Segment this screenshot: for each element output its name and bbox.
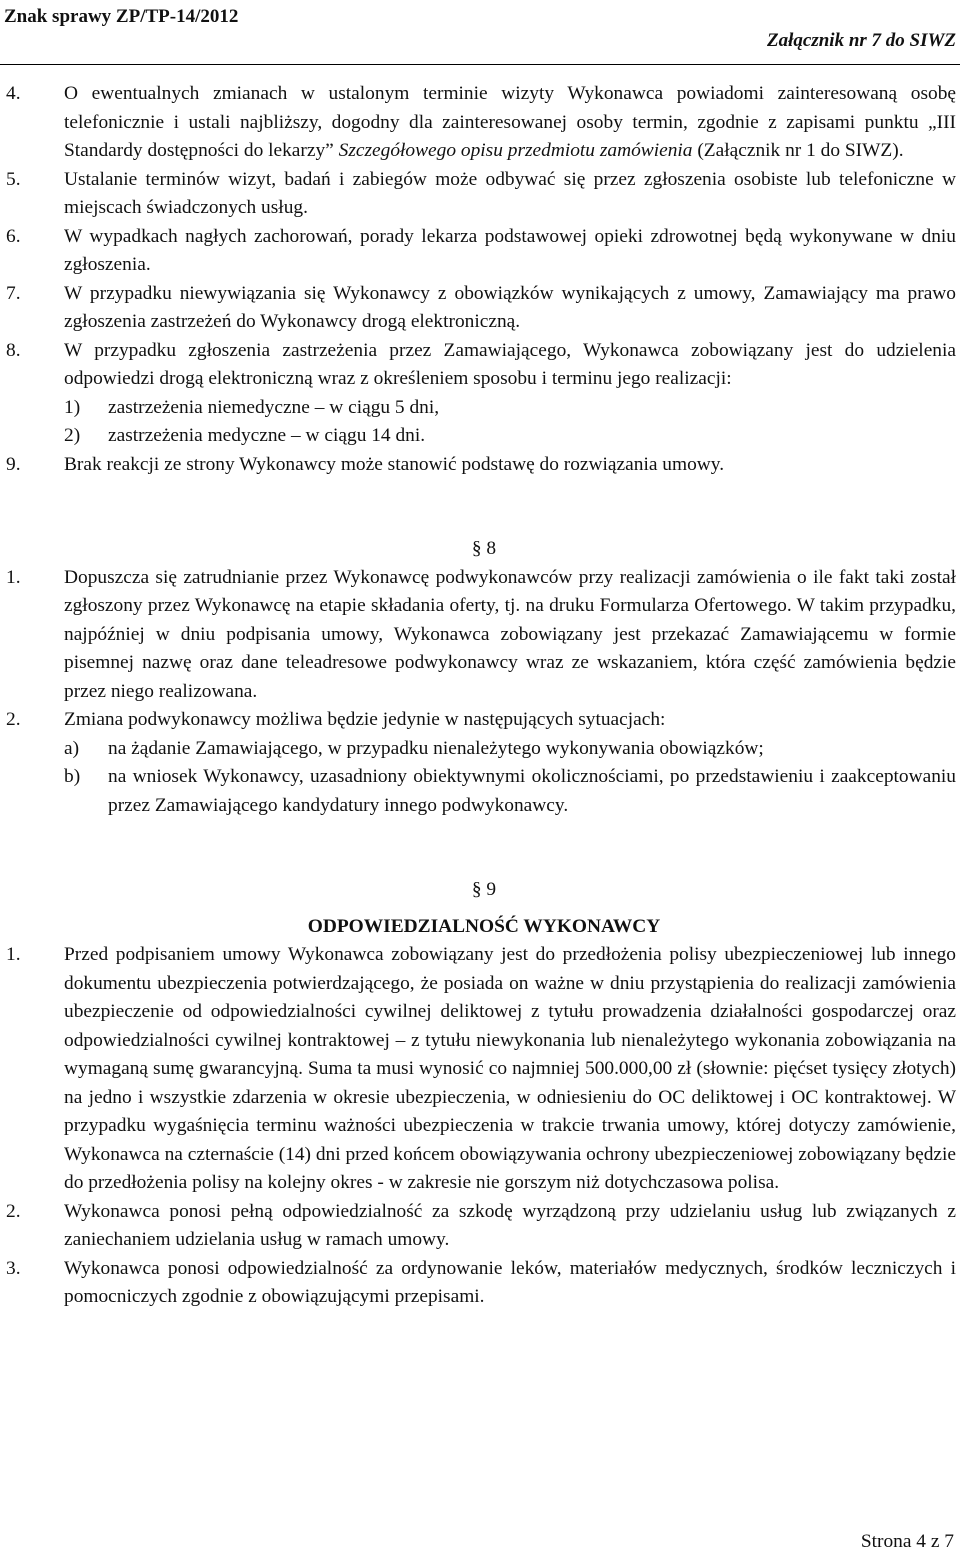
list-item: [6, 1198, 956, 1255]
item-number: 8.: [6, 339, 21, 361]
sub-item: b) na wniosek Wykonawcy, uzasadniony obiektywnymi okolicznościami, po przedstawieniu i zaakceptowaniu przez Zamawiającego kandydatury innego podwykonawcy.: [64, 766, 956, 816]
item-number: 3.: [6, 1257, 21, 1279]
list-item: [6, 223, 956, 280]
attachment-label: Załącznik nr 7 do SIWZ: [767, 30, 956, 51]
item-text: W przypadku zgłoszenia zastrzeżenia przez Zamawiającego, Wykonawca zobowiązany jest do udzielenia odpowiedzi drogą elektroniczną wraz z określeniem sposobu i terminu jego realizacji: 1) zastrzeżenia niemedyczne – w ciągu 5 dni, 2) zastrzeżenia medyczne – w ciągu 14 dni.: [64, 337, 956, 451]
section-8-heading: § 8: [471, 538, 497, 559]
section-9-heading: § 9: [471, 879, 497, 900]
item-number: 7.: [6, 282, 21, 304]
item-text: Zmiana podwykonawcy możliwa będzie jedynie w następujących sytuacjach: a) na żądanie Zamawiającego, w przypadku nienależytego wykonywania obowiązków; b) na wniosek Wykonawcy, uzasadniony obiektywnymi okolicznościami, po przedstawieniu i zaakceptowaniu przez Zamawiającego kandydatury innego podwykonawcy.: [64, 706, 956, 820]
case-number: Znak sprawy ZP/TP-14/2012: [4, 6, 239, 27]
document-body: [6, 80, 956, 1312]
item-text: Dopuszcza się zatrudnianie przez Wykonawcę podwykonawców przy realizacji zamówienia o ile fakt taki został zgłoszony przez Wykonawcę na etapie składania oferty, tj. na druku Formularza Ofertowego. W takim przypadku, najpóźniej w dniu podpisania umowy, Wykonawca zobowiązany jest przekazać Zamawiającemu w formie pisemnej nazwę oraz dane teleadresowe podwykonawcy wraz ze wskazaniem, która część zamówienia będzie przez niego realizowana.: [64, 566, 956, 702]
item-number: 6.: [6, 225, 21, 247]
list-item: [6, 451, 956, 480]
section-9-title: ODPOWIEDZIALNOŚĆ WYKONAWCY: [307, 915, 661, 937]
list-item: [6, 337, 956, 451]
sub-item: 1) zastrzeżenia niemedyczne – w ciągu 5 dni,: [64, 396, 440, 418]
item-number: 2.: [6, 709, 21, 730]
list-item: [6, 1255, 956, 1312]
sub-item: a) na żądanie Zamawiającego, w przypadku nienależytego wykonywania obowiązków;: [64, 737, 764, 759]
sub-item: 2) zastrzeżenia medyczne – w ciągu 14 dni.: [64, 425, 426, 446]
item-text: Brak reakcji ze strony Wykonawcy może stanowić podstawę do rozwiązania umowy.: [64, 453, 725, 475]
item-number: 4.: [6, 83, 21, 104]
list-item: [6, 564, 956, 707]
item-number: 1.: [6, 944, 21, 965]
item-text: O ewentualnych zmianach w ustalonym terminie wizyty Wykonawca powiadomi zainteresowaną osobę telefonicznie i ustali najbliższy, dogodny dla zainteresowanej osoby termin, zgodnie z zapisami punktu „III Standardy dostępności do lekarzy” Szczegółowego opisu przedmiotu zamówienia (Załącznik nr 1 do SIWZ).: [64, 83, 956, 161]
item-text: W przypadku niewywiązania się Wykonawcy z obowiązków wynikających z umowy, Zamawiający ma prawo zgłoszenia zastrzeżeń do Wykonawcy drogą elektroniczną.: [64, 282, 956, 332]
item-text: Przed podpisaniem umowy Wykonawca zobowiązany jest do przedłożenia polisy ubezpieczeniowej lub innego dokumentu ubezpieczenia potwierdzającego, że posiada on ważne w dniu przystąpienia do realizacji zamówienia ubezpieczenie od odpowiedzialności cywilnej deliktowej z tytułu prowadzenia działalności gospodarczej oraz odpowiedzialności cywilnej kontraktowej – z tytułu niewykonania lub nienależytego wykonania zobowiązania na wymaganą sumę gwarancyjną. Suma ta musi wynosić co najmniej 500.000,00 zł (słownie: pięćset tysięcy złotych) na jedno i wszystkie zdarzenia w okresie ubezpieczenia, w odniesieniu do OC deliktowej i OC kontraktowej. W przypadku wygaśnięcia terminu ważności ubezpieczenia w trakcie trwania umowy, której dotyczy zamówienie, Wykonawca na czternaście (14) dni przed końcem obowiązywania ochrony ubezpieczeniowej zobowiązany będzie do przedłożenia polisy na kolejny okres - w zakresie nie gorszym niż dotychczasowa polisa.: [64, 944, 957, 1193]
list-item: [6, 280, 956, 337]
item-number: 1.: [6, 566, 21, 588]
item-text: Ustalanie terminów wizyt, badań i zabiegów może odbywać się przez zgłoszenia osobiste lub telefoniczne w miejscach świadczonych usług.: [64, 168, 956, 218]
item-text: Wykonawca ponosi pełną odpowiedzialność za szkodę wyrządzoną przy udzielaniu usług lub związanych z zaniechaniem udzielania usług w ramach umowy.: [64, 1200, 956, 1250]
item-number: 2.: [6, 1200, 21, 1222]
item-number: 9.: [6, 453, 21, 475]
item-number: 5.: [6, 168, 21, 190]
item-text: W wypadkach nagłych zachorowań, porady lekarza podstawowej opieki zdrowotnej będą wykonywane w dniu zgłoszenia.: [64, 225, 956, 275]
list-item: [6, 80, 956, 166]
list-item: [6, 941, 956, 1198]
italic-reference: Szczegółowego opisu przedmiotu zamówienia: [338, 140, 693, 161]
page-header: [0, 0, 960, 65]
list-item: [6, 706, 956, 820]
page-number: Strona 4 z 7: [860, 1531, 954, 1552]
item-text: Wykonawca ponosi odpowiedzialność za ordynowanie leków, materiałów medycznych, środków leczniczych i pomocniczych zgodnie z obowiązującymi przepisami.: [64, 1257, 956, 1307]
list-item: [6, 166, 956, 223]
